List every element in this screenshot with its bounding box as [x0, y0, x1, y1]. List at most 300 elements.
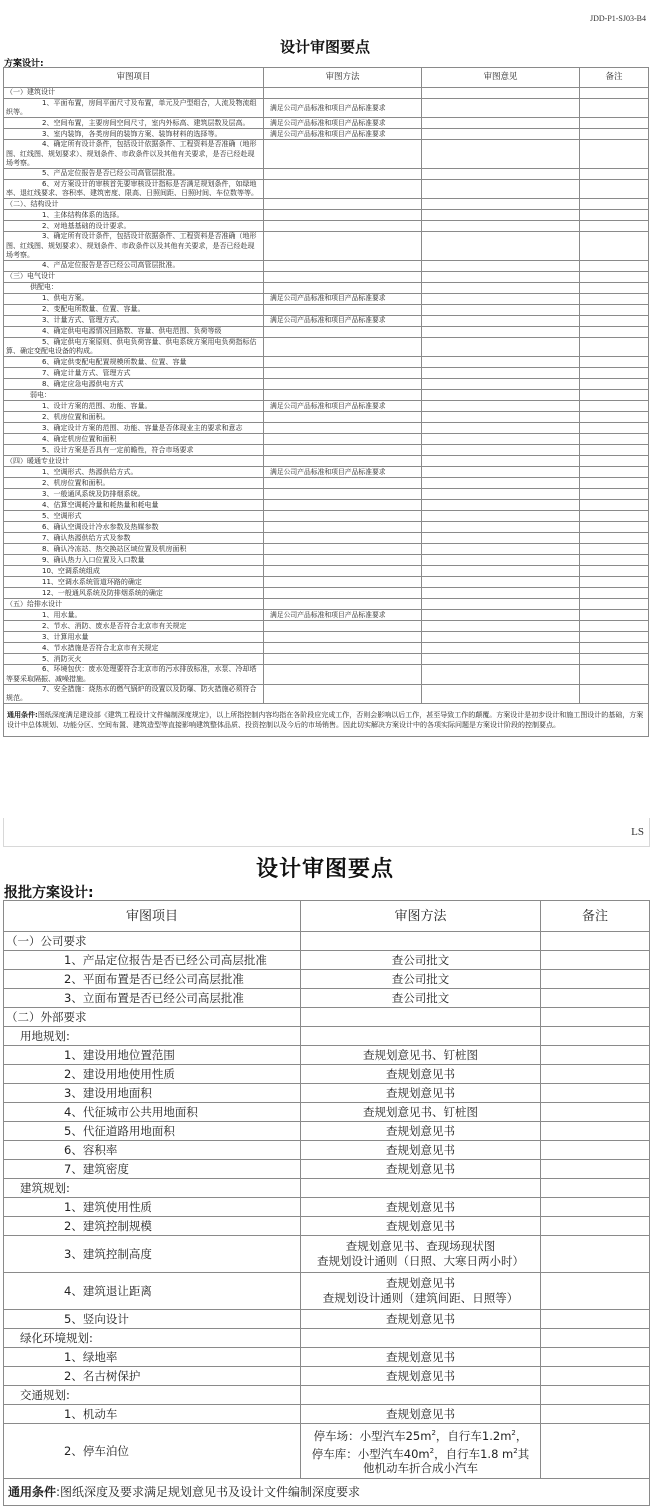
review-opinion-cell[interactable] — [422, 632, 580, 643]
review-method — [264, 434, 422, 445]
remark-cell[interactable] — [541, 1236, 650, 1273]
general-conditions-row — [4, 704, 649, 737]
review-method — [264, 199, 422, 210]
review-method — [264, 283, 422, 294]
table-row — [4, 129, 649, 140]
review-method — [264, 522, 422, 533]
review-item: 6、容积率 — [4, 1141, 301, 1160]
remark-cell[interactable] — [580, 210, 649, 221]
remark-cell[interactable] — [580, 390, 649, 401]
remark-cell[interactable] — [580, 88, 649, 99]
review-item: 弱电： — [4, 390, 264, 401]
review-opinion-cell[interactable] — [422, 180, 580, 199]
table-row — [4, 221, 649, 232]
review-item: （二）、结构设计 — [4, 199, 264, 210]
remark-cell[interactable] — [580, 316, 649, 327]
blank-row — [3, 818, 650, 847]
review-opinion-cell[interactable] — [422, 511, 580, 522]
review-item: 10、空调系统组成 — [4, 566, 264, 577]
subsection-row — [4, 390, 649, 401]
superscript: 2 — [511, 1428, 516, 1437]
remark-cell[interactable] — [580, 588, 649, 599]
review-opinion-cell[interactable] — [422, 684, 580, 703]
review-method: 查规划意见书 — [301, 1198, 541, 1217]
table-row — [4, 1103, 650, 1122]
review-method — [264, 654, 422, 665]
review-item: 1、用水量。 — [4, 610, 264, 621]
review-method: 查公司批文 — [301, 970, 541, 989]
review-method — [301, 1386, 541, 1405]
review-method — [264, 305, 422, 316]
remark-cell[interactable] — [580, 599, 649, 610]
review-method — [264, 210, 422, 221]
remark-cell[interactable] — [580, 555, 649, 566]
review-opinion-cell[interactable] — [422, 489, 580, 500]
review-opinion-cell[interactable] — [422, 118, 580, 129]
remark-cell[interactable] — [580, 445, 649, 456]
remark-cell[interactable] — [541, 1160, 650, 1179]
footer-mark: LS — [631, 826, 644, 838]
remark-cell[interactable] — [541, 1008, 650, 1027]
review-item: 8、确定应急电源供电方式 — [4, 379, 264, 390]
remark-cell[interactable] — [580, 489, 649, 500]
review-item: 2、机房位置和面积。 — [4, 412, 264, 423]
review-item: 4、估算空调耗冷量和耗热量和耗电量 — [4, 500, 264, 511]
section-row — [4, 1008, 650, 1027]
remark-cell[interactable] — [541, 970, 650, 989]
review-opinion-cell[interactable] — [422, 445, 580, 456]
review-opinion-cell[interactable] — [422, 500, 580, 511]
table-row — [4, 118, 649, 129]
review-item: 3、室内装饰，各类房间的装饰方案、装饰材料的选择等。 — [4, 129, 264, 140]
review-item: 1、产品定位报告是否已经公司高层批准 — [4, 951, 301, 970]
review-item: 4、确定机房位置和面积 — [4, 434, 264, 445]
table-row — [4, 1424, 650, 1479]
review-method — [301, 1179, 541, 1198]
remark-cell[interactable] — [541, 1103, 650, 1122]
review-opinion-cell[interactable] — [422, 140, 580, 169]
review-item: 1、绿地率 — [4, 1348, 301, 1367]
table-row — [4, 434, 649, 445]
review-opinion-cell[interactable] — [422, 434, 580, 445]
review-method — [264, 665, 422, 684]
review-item: 8、确认冷冻站、热交换站区域位置及机房面积 — [4, 544, 264, 555]
remark-cell[interactable] — [580, 272, 649, 283]
review-opinion-cell[interactable] — [422, 390, 580, 401]
review-opinion-cell[interactable] — [422, 522, 580, 533]
general-conditions — [4, 1479, 650, 1506]
review-opinion-cell[interactable] — [422, 129, 580, 140]
review-method: 满足公司产品标准和项目产品标准要求 — [264, 129, 422, 140]
review-method — [301, 1424, 541, 1479]
remark-cell[interactable] — [580, 665, 649, 684]
review-opinion-cell[interactable] — [422, 423, 580, 434]
review-item: 2、对地基基础的设计要求。 — [4, 221, 264, 232]
review-opinion-cell[interactable] — [422, 272, 580, 283]
remark-cell[interactable] — [541, 951, 650, 970]
remark-cell[interactable] — [541, 1329, 650, 1348]
review-item: 5、代征道路用地面积 — [4, 1122, 301, 1141]
remark-cell[interactable] — [580, 129, 649, 140]
table-row — [4, 99, 649, 118]
table-row — [4, 665, 649, 684]
remark-cell[interactable] — [580, 357, 649, 368]
review-method: 查规划意见书 — [301, 1084, 541, 1103]
remark-cell[interactable] — [580, 544, 649, 555]
remark-cell[interactable] — [541, 1065, 650, 1084]
review-method — [301, 1236, 541, 1273]
table-row — [4, 654, 649, 665]
remark-cell[interactable] — [541, 932, 650, 951]
table-row — [4, 169, 649, 180]
page-title: 设计审图要点 — [279, 38, 370, 56]
remark-cell[interactable] — [580, 621, 649, 632]
review-opinion-cell[interactable] — [422, 210, 580, 221]
remark-cell[interactable] — [580, 456, 649, 467]
remark-cell[interactable] — [541, 1084, 650, 1103]
review-opinion-cell[interactable] — [422, 544, 580, 555]
table-row — [4, 1141, 650, 1160]
review-item: 1、主体结构体系的选择。 — [4, 210, 264, 221]
review-method — [264, 599, 422, 610]
review-method — [264, 272, 422, 283]
remark-cell[interactable] — [541, 1217, 650, 1236]
review-opinion-cell[interactable] — [422, 412, 580, 423]
review-item: 5、设计方案是否具有一定前瞻性，符合市场要求 — [4, 445, 264, 456]
remark-cell[interactable] — [580, 305, 649, 316]
col-header-remark: 备注 — [541, 901, 650, 932]
review-opinion-cell[interactable] — [422, 599, 580, 610]
review-item: 5、空调形式 — [4, 511, 264, 522]
review-opinion-cell[interactable] — [422, 99, 580, 118]
remark-cell[interactable] — [541, 1179, 650, 1198]
subsection-row — [4, 283, 649, 294]
table-row — [4, 511, 649, 522]
remark-cell[interactable] — [580, 180, 649, 199]
remark-cell[interactable] — [580, 169, 649, 180]
review-method-line: 查规划意见书、查现场现状图 — [345, 1239, 496, 1253]
remark-cell[interactable] — [580, 467, 649, 478]
table-row — [4, 1046, 650, 1065]
review-opinion-cell[interactable] — [422, 555, 580, 566]
subsection-row — [4, 1027, 650, 1046]
remark-cell[interactable] — [541, 1348, 650, 1367]
remark-cell[interactable] — [580, 533, 649, 544]
review-opinion-cell[interactable] — [422, 283, 580, 294]
review-method: 查规划意见书 — [301, 1122, 541, 1141]
table-row — [4, 338, 649, 357]
remark-cell[interactable] — [580, 500, 649, 511]
review-item: 2、建设用地使用性质 — [4, 1065, 301, 1084]
review-item: 交通规划: — [4, 1386, 301, 1405]
review-item: 5、消防灭火 — [4, 654, 264, 665]
review-method — [264, 232, 422, 261]
review-method — [264, 588, 422, 599]
remark-cell[interactable] — [580, 577, 649, 588]
review-item: 4、确定供电电源情况回路数、容量、供电范围、负荷等级 — [4, 327, 264, 338]
review-opinion-cell[interactable] — [422, 654, 580, 665]
review-opinion-cell[interactable] — [422, 665, 580, 684]
remark-cell[interactable] — [580, 522, 649, 533]
review-method: 查公司批文 — [301, 951, 541, 970]
remark-cell[interactable] — [580, 379, 649, 390]
review-method — [264, 456, 422, 467]
review-item: 用地规划: — [4, 1027, 301, 1046]
review-item: 供配电： — [4, 283, 264, 294]
review-item: 建筑规划: — [4, 1179, 301, 1198]
review-opinion-cell[interactable] — [422, 327, 580, 338]
table-row — [4, 401, 649, 412]
table-row — [4, 684, 649, 703]
table-row — [4, 1217, 650, 1236]
review-opinion-cell[interactable] — [422, 401, 580, 412]
review-item: 3、建设用地面积 — [4, 1084, 301, 1103]
review-method: 查规划意见书 — [301, 1160, 541, 1179]
review-item: 1、供电方案。 — [4, 294, 264, 305]
review-item: （三）电气设计 — [4, 272, 264, 283]
section-row — [4, 199, 649, 210]
review-item: 9、确认热力入口位置及入口数量 — [4, 555, 264, 566]
review-method — [264, 643, 422, 654]
remark-cell[interactable] — [580, 566, 649, 577]
review-opinion-cell[interactable] — [422, 643, 580, 654]
table-row — [4, 544, 649, 555]
review-opinion-cell[interactable] — [422, 221, 580, 232]
remark-cell[interactable] — [580, 478, 649, 489]
review-method — [301, 932, 541, 951]
review-method — [301, 1027, 541, 1046]
review-opinion-cell[interactable] — [422, 610, 580, 621]
table-row — [4, 412, 649, 423]
table-row — [4, 423, 649, 434]
review-item: 2、名古树保护 — [4, 1367, 301, 1386]
table-row — [4, 632, 649, 643]
remark-cell[interactable] — [580, 99, 649, 118]
section-row — [4, 88, 649, 99]
review-method-line — [303, 1426, 538, 1444]
review-method — [264, 390, 422, 401]
review-item: 1、建筑使用性质 — [4, 1198, 301, 1217]
review-table-approval — [3, 900, 650, 1506]
review-opinion-cell[interactable] — [422, 456, 580, 467]
table-row — [4, 951, 650, 970]
table-row — [4, 478, 649, 489]
review-method-line — [303, 1444, 538, 1462]
review-method — [264, 555, 422, 566]
review-item: 7、安全措施：烧热水的燃气锅炉的设置以及防爆、防火措施必须符合规范。 — [4, 684, 264, 703]
col-header-method: 审图方法 — [264, 68, 422, 88]
remark-cell[interactable] — [541, 1046, 650, 1065]
document-code: JDD-P1-SJ03-B4 — [589, 14, 646, 23]
review-method: 查公司批文 — [301, 989, 541, 1008]
text-fragment: 停车库：小型汽车40m — [311, 1446, 430, 1461]
review-opinion-cell[interactable] — [422, 305, 580, 316]
review-method — [264, 169, 422, 180]
remark-cell[interactable] — [580, 632, 649, 643]
subsection-row — [4, 1329, 650, 1348]
remark-cell[interactable] — [541, 989, 650, 1008]
review-method — [264, 500, 422, 511]
review-method: 满足公司产品标准和项目产品标准要求 — [264, 610, 422, 621]
review-opinion-cell[interactable] — [422, 588, 580, 599]
table-row — [4, 1084, 650, 1103]
general-conditions — [4, 704, 649, 737]
review-method — [264, 368, 422, 379]
review-opinion-cell[interactable] — [422, 232, 580, 261]
col-header-opinion: 审图意见 — [422, 68, 580, 88]
table-row — [4, 621, 649, 632]
review-opinion-cell[interactable] — [422, 533, 580, 544]
remark-cell[interactable] — [580, 434, 649, 445]
review-opinion-cell[interactable] — [422, 566, 580, 577]
review-method — [264, 423, 422, 434]
review-item: （二）外部要求 — [4, 1008, 301, 1027]
review-method — [264, 357, 422, 368]
review-method — [301, 1329, 541, 1348]
remark-cell[interactable] — [541, 1027, 650, 1046]
remark-cell[interactable] — [580, 511, 649, 522]
table-row — [4, 1198, 650, 1217]
review-item: 12、一般通风系统及防排烟系统的确定 — [4, 588, 264, 599]
review-method-line: 查规划设计通则（建筑间距、日照等） — [322, 1291, 519, 1305]
table-row — [4, 1310, 650, 1329]
review-item: 4、节水措施是否符合北京市有关规定 — [4, 643, 264, 654]
table-row — [4, 489, 649, 500]
review-item: 3、建筑控制高度 — [4, 1236, 301, 1273]
review-method: 查规划意见书 — [301, 1405, 541, 1424]
review-method — [264, 621, 422, 632]
review-item: （一）公司要求 — [4, 932, 301, 951]
remark-cell[interactable] — [541, 1405, 650, 1424]
remark-cell[interactable] — [541, 1367, 650, 1386]
review-item: 5、确定供电方案原则、供电负荷容量、供电系统方案用电负荷指标估算、确定变配电设备的构成。 — [4, 338, 264, 357]
remark-cell[interactable] — [580, 401, 649, 412]
review-method: 查规划意见书、钉桩图 — [301, 1103, 541, 1122]
review-item: 3、确定设计方案的范围、功能、容量是否体现业主的要求和意志 — [4, 423, 264, 434]
table-row — [4, 1065, 650, 1084]
remark-cell[interactable] — [580, 118, 649, 129]
section-row — [4, 272, 649, 283]
review-opinion-cell[interactable] — [422, 467, 580, 478]
remark-cell[interactable] — [580, 283, 649, 294]
review-opinion-cell[interactable] — [422, 577, 580, 588]
superscript: 2 — [429, 1446, 435, 1455]
table-header — [4, 901, 650, 932]
remark-cell[interactable] — [541, 1386, 650, 1405]
remark-cell[interactable] — [541, 1141, 650, 1160]
remark-cell[interactable] — [580, 412, 649, 423]
table-row — [4, 327, 649, 338]
review-method: 满足公司产品标准和项目产品标准要求 — [264, 99, 422, 118]
review-method — [264, 632, 422, 643]
remark-cell[interactable] — [580, 294, 649, 305]
table-row — [4, 357, 649, 368]
review-method-line: 查规划意见书 — [386, 1276, 455, 1290]
text-fragment: ，自行车1.8 m — [434, 1446, 514, 1461]
table-row — [4, 566, 649, 577]
remark-cell[interactable] — [541, 1122, 650, 1141]
review-method — [264, 88, 422, 99]
superscript: 2 — [513, 1446, 518, 1455]
remark-cell[interactable] — [541, 1198, 650, 1217]
remark-cell[interactable] — [541, 1424, 650, 1479]
table-row — [4, 610, 649, 621]
page-title-2: 设计审图要点 — [255, 857, 394, 882]
remark-cell[interactable] — [541, 1273, 650, 1310]
remark-cell[interactable] — [580, 338, 649, 357]
review-method — [264, 544, 422, 555]
subsection-row — [4, 1179, 650, 1198]
table-row — [4, 533, 649, 544]
review-item: 1、建设用地位置范围 — [4, 1046, 301, 1065]
review-item: （五）给排水设计 — [4, 599, 264, 610]
review-opinion-cell[interactable] — [422, 169, 580, 180]
review-method — [264, 445, 422, 456]
review-opinion-cell[interactable] — [422, 199, 580, 210]
remark-cell[interactable] — [541, 1310, 650, 1329]
remark-cell[interactable] — [580, 232, 649, 261]
general-conditions-label: 通用条件: — [7, 711, 38, 720]
remark-cell[interactable] — [580, 221, 649, 232]
section-row — [4, 599, 649, 610]
table-row — [4, 970, 650, 989]
review-opinion-cell[interactable] — [422, 88, 580, 99]
remark-cell[interactable] — [580, 643, 649, 654]
review-method: 查规划意见书、钉桩图 — [301, 1046, 541, 1065]
remark-cell[interactable] — [580, 199, 649, 210]
remark-cell[interactable] — [580, 423, 649, 434]
review-opinion-cell[interactable] — [422, 261, 580, 272]
table-row — [4, 1367, 650, 1386]
review-opinion-cell[interactable] — [422, 338, 580, 357]
review-opinion-cell[interactable] — [422, 478, 580, 489]
table-row — [4, 180, 649, 199]
review-opinion-cell[interactable] — [422, 379, 580, 390]
review-method — [264, 566, 422, 577]
review-opinion-cell[interactable] — [422, 294, 580, 305]
review-item: 7、确定计量方式、管理方式 — [4, 368, 264, 379]
review-item: 2、节水、消防、废水是否符合北京市有关规定 — [4, 621, 264, 632]
remark-cell[interactable] — [580, 654, 649, 665]
remark-cell[interactable] — [580, 368, 649, 379]
review-method — [301, 1008, 541, 1027]
table-row — [4, 1405, 650, 1424]
review-opinion-cell[interactable] — [422, 316, 580, 327]
text-fragment: 他机动车折合成小汽车 — [363, 1461, 478, 1476]
review-item: 1、设计方案的范围、功能、容量。 — [4, 401, 264, 412]
review-opinion-cell[interactable] — [422, 357, 580, 368]
review-method: 满足公司产品标准和项目产品标准要求 — [264, 118, 422, 129]
review-opinion-cell[interactable] — [422, 621, 580, 632]
col-header-item: 审图项目 — [4, 901, 301, 932]
remark-cell[interactable] — [580, 327, 649, 338]
review-item: 2、变配电所数量、位置、容量。 — [4, 305, 264, 316]
remark-cell[interactable] — [580, 261, 649, 272]
review-opinion-cell[interactable] — [422, 368, 580, 379]
review-method — [264, 684, 422, 703]
table-row — [4, 500, 649, 511]
general-conditions-label: 通用条件 — [8, 1484, 57, 1499]
table-row — [4, 316, 649, 327]
remark-cell[interactable] — [580, 684, 649, 703]
remark-cell[interactable] — [580, 610, 649, 621]
review-method — [264, 379, 422, 390]
review-item: 4、代征城市公共用地面积 — [4, 1103, 301, 1122]
table-header — [4, 68, 649, 88]
subsection-row — [4, 1386, 650, 1405]
review-item: 6、确定供变配电配置规模所数量、位置、容量 — [4, 357, 264, 368]
remark-cell[interactable] — [580, 140, 649, 169]
